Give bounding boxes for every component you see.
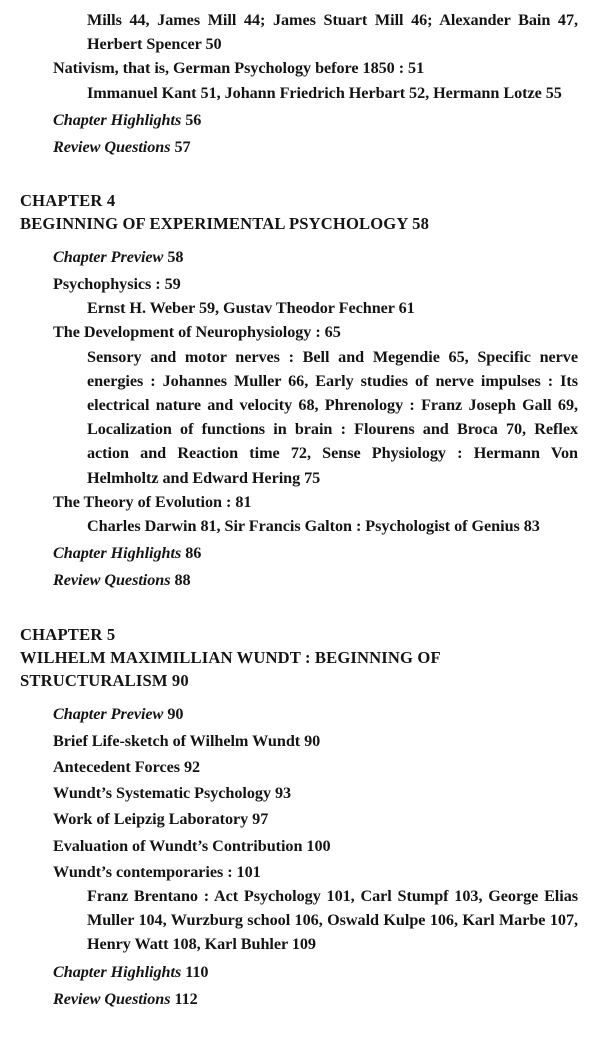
toc-subentry: Sensory and motor nerves : Bell and Megendie 65, Specific nerve energies : Johannes Muller 66, Early studies of nerve impulses : Its electrical nature and velocity 68, Phrenology : Franz Joseph Gall 69, Localization of functions in brain : Flourens and Broca 70, Reflex action and Reaction time 72, Sense Physiology : Hermann Von Helmholtz and Edward Hering 75	[87, 347, 578, 487]
toc-entry: Wundt’s Systematic Psychology 93	[53, 784, 292, 803]
toc-entry: Brief Life-sketch of Wilhelm Wundt 90	[53, 731, 321, 750]
toc-subentry: Charles Darwin 81, Sir Francis Galton : Psychologist of Genius 83	[87, 516, 540, 535]
toc-entry-chapter-highlights	[53, 960, 578, 984]
toc-entry-chapter-highlights	[53, 108, 578, 132]
toc-page-number: 57	[174, 138, 191, 157]
toc-entry-review-questions	[53, 568, 578, 592]
toc-label: Chapter Highlights	[53, 544, 182, 563]
toc-entry: Nativism, that is, German Psychology before 1850 : 51	[53, 59, 425, 78]
toc-subentry: Immanuel Kant 51, Johann Friedrich Herbart 52, Hermann Lotze 55	[87, 83, 562, 102]
chapter-label: CHAPTER 4	[20, 191, 116, 211]
spacer	[0, 159, 600, 189]
spacer	[0, 593, 600, 623]
toc-page-number: 56	[185, 110, 202, 129]
toc-entry: Psychophysics : 59	[53, 274, 181, 293]
toc-entry: The Theory of Evolution : 81	[53, 492, 252, 511]
toc-label: Review Questions	[53, 138, 171, 157]
chapter-heading-5	[20, 623, 580, 693]
spacer	[0, 693, 600, 702]
toc-page-number: 58	[167, 247, 184, 266]
chapter-4-entries	[0, 245, 600, 593]
toc-entry-chapter-preview	[53, 702, 578, 726]
continued-chapter-section	[0, 8, 600, 159]
toc-subentry: Mills 44, James Mill 44; James Stuart Mill 46; Alexander Bain 47, Herbert Spencer 50	[87, 11, 578, 54]
toc-entry-review-questions	[53, 135, 578, 159]
toc-page-number: 90	[167, 704, 184, 723]
chapter-title-line-1: WILHELM MAXIMILLIAN WUNDT : BEGINNING OF	[20, 647, 441, 667]
toc-page-number: 86	[185, 544, 202, 563]
toc-label: Chapter Preview	[53, 247, 164, 266]
chapter-label: CHAPTER 5	[20, 624, 116, 644]
toc-entry: Work of Leipzig Laboratory 97	[53, 810, 269, 829]
toc-page-number: 112	[174, 989, 198, 1008]
toc-entry-review-questions	[53, 987, 578, 1011]
spacer	[0, 236, 600, 245]
toc-entry-chapter-highlights	[53, 541, 578, 565]
chapter-5-entries	[0, 702, 600, 1011]
toc-label: Review Questions	[53, 989, 171, 1008]
top-spacer	[0, 0, 600, 8]
toc-entry-chapter-preview	[53, 245, 578, 269]
chapter-heading-4	[20, 189, 580, 236]
toc-entry: Evaluation of Wundt’s Contribution 100	[53, 836, 331, 855]
toc-label: Review Questions	[53, 571, 171, 590]
toc-page-number: 110	[185, 962, 209, 981]
toc-entry: Wundt’s contemporaries : 101	[53, 862, 261, 881]
toc-entry: Antecedent Forces 92	[53, 757, 201, 776]
toc-subentry: Franz Brentano : Act Psychology 101, Carl Stumpf 103, George Elias Muller 104, Wurzburg school 106, Oswald Kulpe 106, Karl Marbe 107, Henry Watt 108, Karl Buhler 109	[87, 886, 578, 954]
toc-page-number: 88	[174, 571, 191, 590]
toc-entry: The Development of Neurophysiology : 65	[53, 323, 341, 342]
toc-label: Chapter Highlights	[53, 962, 182, 981]
toc-subentry: Ernst H. Weber 59, Gustav Theodor Fechner 61	[87, 299, 415, 318]
chapter-title-line-2: STRUCTURALISM 90	[20, 671, 189, 691]
toc-label: Chapter Preview	[53, 704, 164, 723]
toc-label: Chapter Highlights	[53, 110, 182, 129]
chapter-title: BEGINNING OF EXPERIMENTAL PSYCHOLOGY 58	[20, 214, 430, 234]
